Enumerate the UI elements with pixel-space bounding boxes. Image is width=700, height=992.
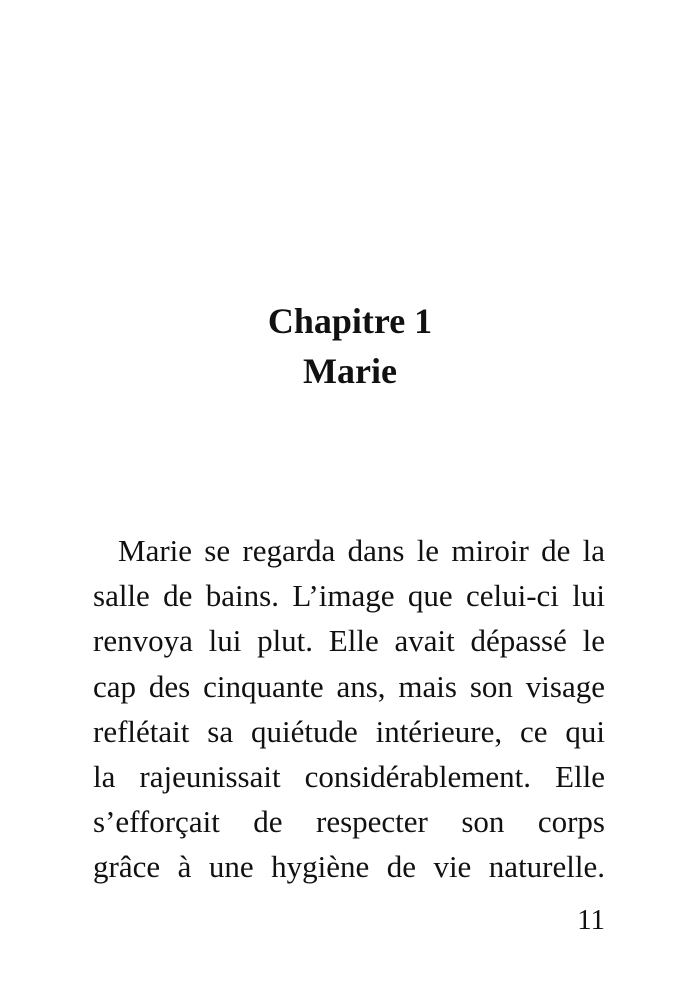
- paragraph-line: s’efforçait de respecter son corps: [93, 804, 605, 840]
- paragraph-line: cap des cinquante ans, mais son visage: [93, 668, 605, 704]
- chapter-number: Chapitre 1: [267, 301, 433, 341]
- paragraph-line: renvoya lui plut. Elle avait dépassé le: [93, 623, 605, 659]
- paragraph-line: reflétait sa quiétude intérieure, ce qui: [93, 713, 605, 749]
- chapter-heading: [0, 296, 700, 396]
- page-number: 11: [577, 904, 605, 936]
- paragraph-line: la rajeunissait considérablement. Elle: [93, 758, 605, 794]
- chapter-title: Marie: [303, 351, 397, 391]
- body-paragraph: [93, 528, 605, 890]
- paragraph-line: grâce à une hygiène de vie naturelle.: [93, 849, 605, 885]
- paragraph-line: Marie se regarda dans le miroir de la: [118, 533, 605, 568]
- paragraph-line: salle de bains. L’image que celui-ci lui: [93, 578, 605, 614]
